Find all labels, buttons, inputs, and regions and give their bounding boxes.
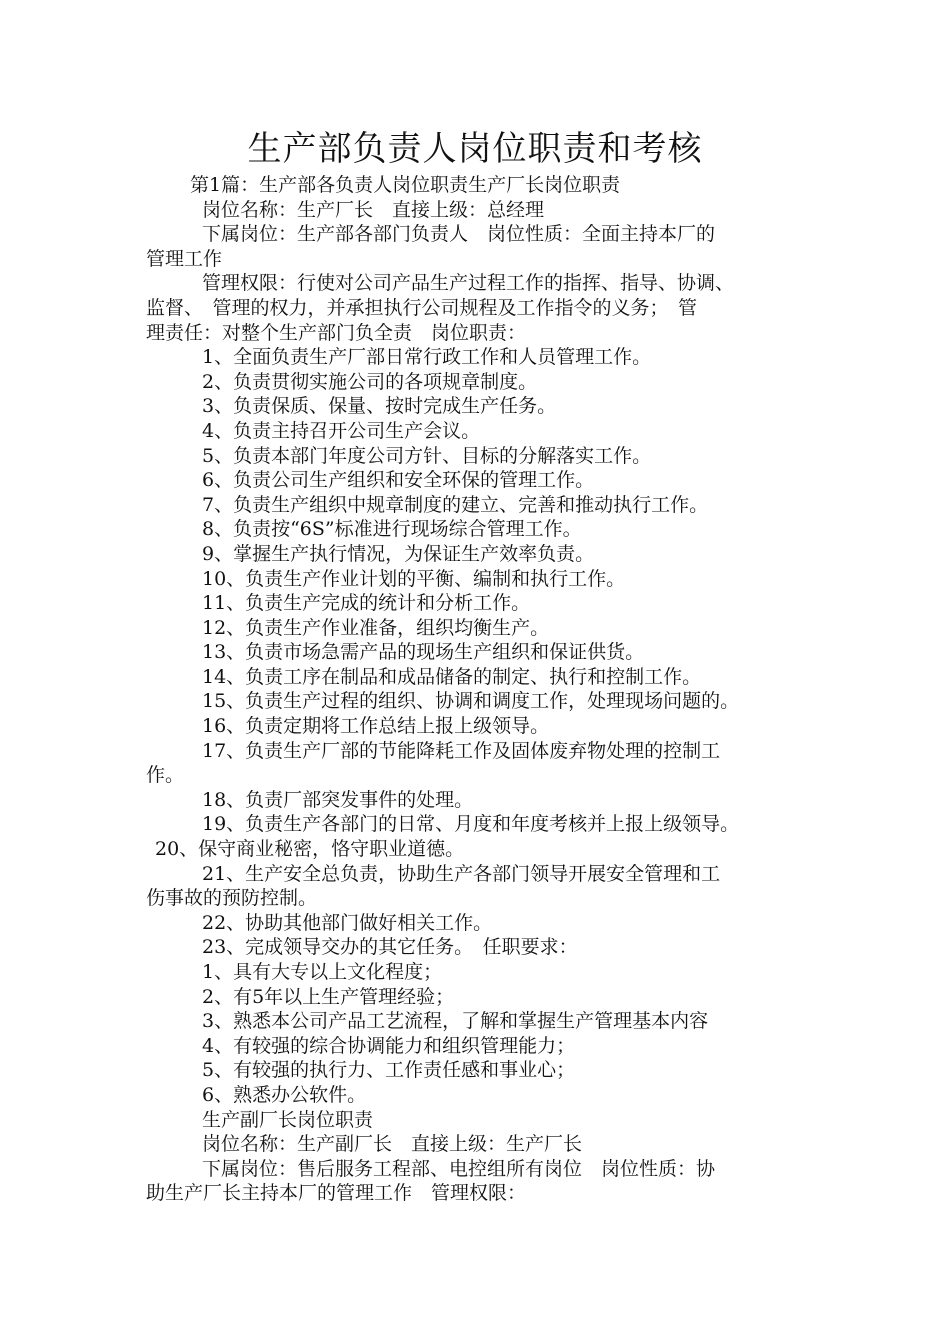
list-item: 9、掌握生产执行情况，为保证生产效率负责。: [202, 542, 595, 565]
list-item: 7、负责生产组织中规章制度的建立、完善和推动执行工作。: [202, 493, 709, 516]
requirement-item: 4、有较强的综合协调能力和组织管理能力；: [202, 1034, 576, 1057]
list-item: 18、负责厂部突发事件的处理。: [202, 788, 474, 811]
list-item: 21、生产安全总负责，协助生产各部门领导开展安全管理和工: [202, 862, 721, 885]
list-item: 17、负责生产厂部的节能降耗工作及固体废弃物处理的控制工: [202, 739, 721, 762]
paragraph-line: 岗位名称：生产厂长 直接上级：总经理: [202, 198, 545, 221]
list-item: 10、负责生产作业计划的平衡、编制和执行工作。: [202, 567, 626, 590]
requirement-item: 3、熟悉本公司产品工艺流程，了解和掌握生产管理基本内容: [202, 1010, 709, 1033]
list-item: 16、负责定期将工作总结上报上级领导。: [202, 715, 550, 738]
list-item: 12、负责生产作业准备，组织均衡生产。: [202, 616, 550, 639]
paragraph-line: 下属岗位：售后服务工程部、电控组所有岗位 岗位性质：协: [202, 1157, 716, 1180]
paragraph-line: 下属岗位：生产部各部门负责人 岗位性质：全面主持本厂的: [202, 223, 716, 246]
document-body: [146, 173, 826, 1206]
list-item-continuation: 伤事故的预防控制。: [146, 887, 318, 910]
list-item: 20、保守商业秘密，恪守职业道德。: [155, 838, 465, 861]
section-heading: 第1篇：生产部各负责人岗位职责生产厂长岗位职责: [190, 174, 621, 196]
paragraph-line: 管理权限：行使对公司产品生产过程工作的指挥、指导、协调、: [202, 272, 735, 295]
requirement-item: 1、具有大专以上文化程度；: [202, 961, 443, 983]
list-item: 11、负责生产完成的统计和分析工作。: [202, 592, 531, 615]
list-item: 4、负责主持召开公司生产会议。: [202, 419, 481, 442]
list-item: 14、负责工序在制品和成品储备的制定、执行和控制工作。: [202, 665, 702, 688]
list-item: 23、完成领导交办的其它任务。 任职要求：: [202, 936, 578, 959]
document-title: 生产部负责人岗位职责和考核: [247, 129, 703, 169]
paragraph-line: 岗位名称：生产副厂长 直接上级：生产厂长: [202, 1133, 583, 1156]
list-item: 22、协助其他部门做好相关工作。: [202, 911, 493, 934]
section-heading: 生产副厂长岗位职责: [202, 1108, 374, 1131]
list-item: 2、负责贯彻实施公司的各项规章制度。: [202, 370, 538, 393]
paragraph-line: 理责任：对整个生产部门负全责 岗位职责：: [146, 321, 527, 344]
requirement-item: 5、有较强的执行力、工作责任感和事业心；: [202, 1059, 576, 1082]
list-item: 1、全面负责生产厂部日常行政工作和人员管理工作。: [202, 346, 652, 369]
list-item: 5、负责本部门年度公司方针、目标的分解落实工作。: [202, 444, 652, 467]
list-item: 15、负责生产过程的组织、协调和调度工作，处理现场问题的。: [202, 690, 740, 713]
requirement-item: 2、有5年以上生产管理经验；: [202, 985, 455, 1008]
paragraph-line: 助生产厂长主持本厂的管理工作 管理权限：: [146, 1182, 527, 1205]
list-item: 8、负责按“6S”标准进行现场综合管理工作。: [202, 518, 582, 541]
list-item: 6、负责公司生产组织和安全环保的管理工作。: [202, 469, 595, 492]
list-item: 13、负责市场急需产品的现场生产组织和保证供货。: [202, 641, 645, 664]
paragraph-line: 管理工作: [146, 247, 223, 270]
list-item: 3、负责保质、保量、按时完成生产任务。: [202, 395, 557, 418]
list-item-continuation: 作。: [146, 764, 185, 787]
requirement-item: 6、熟悉办公软件。: [202, 1083, 367, 1106]
paragraph-line: 监督、 管理的权力，并承担执行公司规程及工作指令的义务； 管: [146, 296, 698, 319]
list-item: 19、负责生产各部门的日常、月度和年度考核并上报上级领导。: [202, 813, 740, 836]
